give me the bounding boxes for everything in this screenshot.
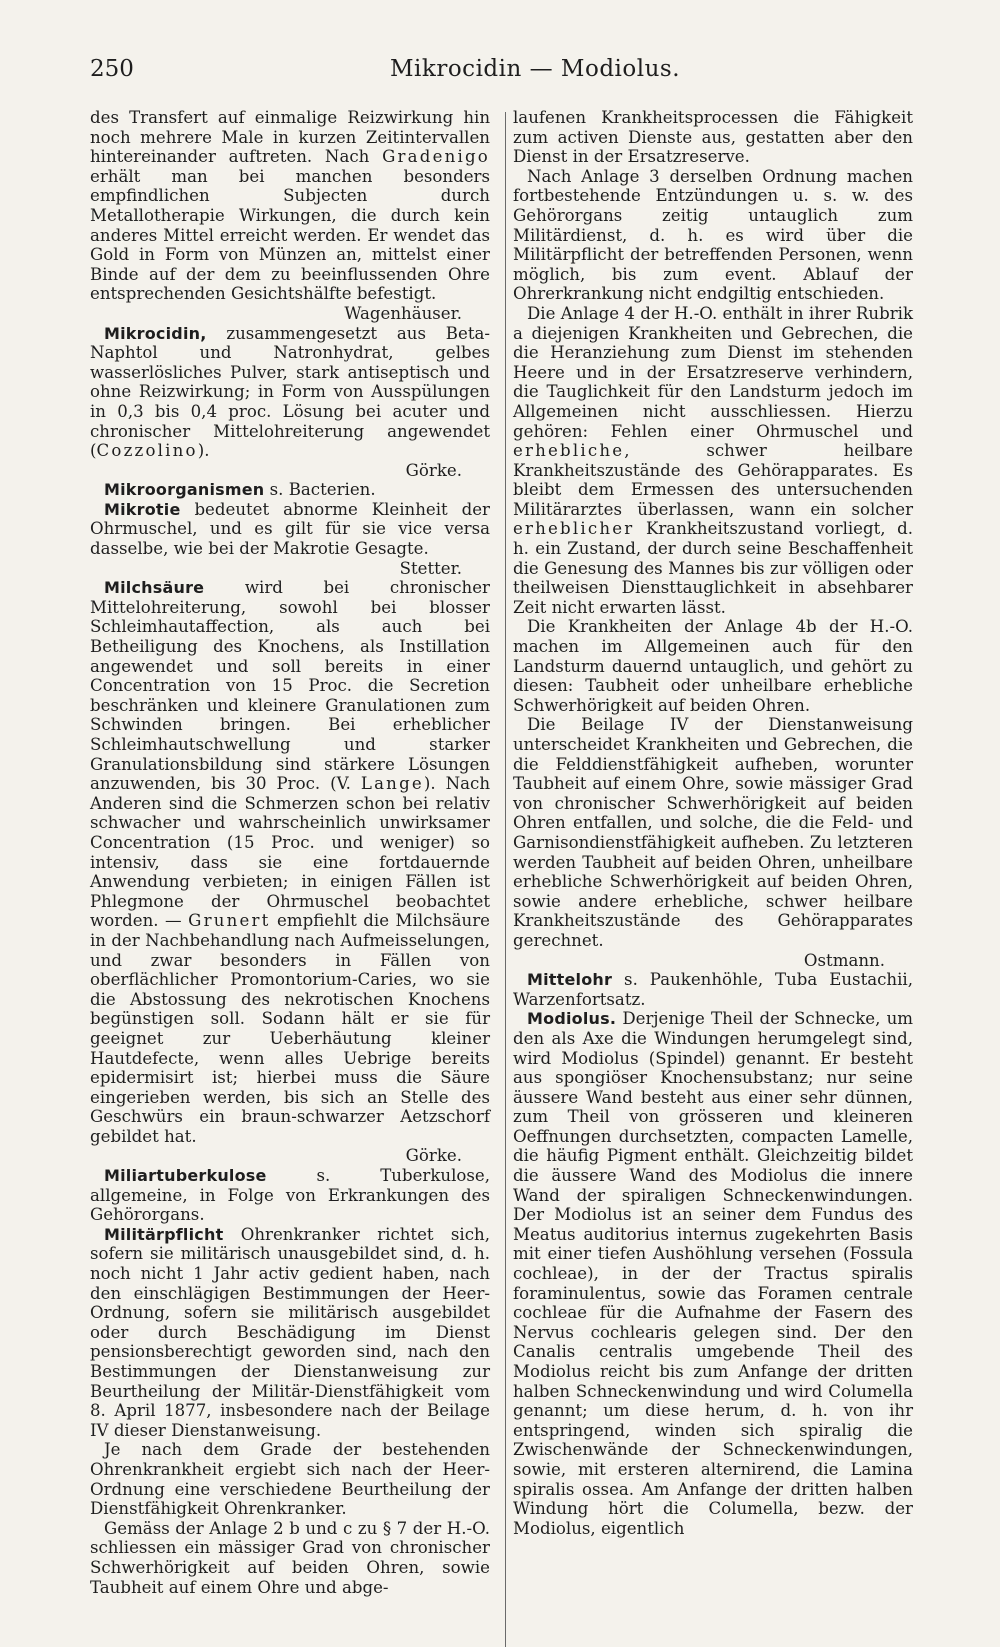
left-column: [90, 108, 490, 1597]
author-signature: Görke.: [405, 1146, 462, 1166]
paragraph: laufenen Krankheitsprocessen die Fähigkeit zum activen Dienste aus, gestatten aber den Dienst in der Ersatzreserve.: [513, 108, 913, 167]
right-column: [513, 108, 913, 1538]
text: bedeutet abnorme Kleinheit der Ohrmuschel, und es gilt für sie vice versa dasselbe, wie bei der Makrotie Gesagte.: [90, 499, 490, 559]
text: s. Tuberkulose, allgemeine, in Folge von Erkrankungen des Gehörorgans.: [90, 1166, 490, 1225]
author-signature: Stetter.: [399, 558, 462, 578]
text: ). Nach Anderen sind die Schmerzen schon bei relativ schwacher und wahrscheinlich unwirksamer Concentration (15 Proc. und weniger) so intensiv, dass sie eine fortdauernde Anwendung verbieten; in einigen Fällen ist Phlegmone der Ohrmuschel beobachtet worden. —: [90, 774, 491, 931]
lemma-heading: Mikrotie: [104, 499, 181, 519]
paragraph: Gemäss der Anlage 2 b und c zu § 7 der H.-O. schliessen ein mässiger Grad von chronischer Schwerhörigkeit auf beiden Ohren, sowie Taubheit auf einem Ohre und abge-: [90, 1518, 490, 1597]
page-number: 250: [90, 56, 134, 82]
emphasis-text: erhebliche: [513, 441, 625, 461]
author-name: Gradenigo: [382, 147, 490, 167]
paragraph: [513, 715, 913, 970]
entry-miliartuberkulose: [90, 1166, 490, 1225]
text: ).: [197, 441, 210, 461]
text: Die Anlage 4 der H.-O. enthält in ihrer Rubrik a diejenigen Krankheiten und Gebrechen, die die Heranziehung zum Dienst im stehenden Heere und in der Ersatzreserve verhindern, die Tauglichkeit für den Landsturm jedoch im Allgemeinen nicht ausschliessen. Hierzu gehören: Fehlen einer Ohrmuschel und: [513, 303, 913, 441]
paragraph: Je nach dem Grade der bestehenden Ohrenkrankheit ergiebt sich nach der Heer-Ordnung eine verschiedene Beurtheilung der Dienstfähigkeit Ohrenkranker.: [90, 1440, 490, 1519]
entry-mikrocidin: [90, 324, 490, 481]
entry-mikroorganismen: [90, 480, 490, 500]
text: Derjenige Theil der Schnecke, um den als Axe die Windungen herumgelegt sind, wird Modiolus (Spindel) genannt. Er besteht aus spongiöser Knochensubstanz; nur seine äussere Wand besteht aus einer sehr dünnen, zum Theil von grösseren und kleineren Oeffnungen durchsetzten, compacten Lamelle, die häufig Pigment enthält. Gleichzeitig bildet die äussere Wand des Modiolus die innere Wand der spiraligen Schneckenwindungen. Der Modiolus ist an seiner dem Fundus des Meatus auditorius internus zugekehrten Basis mit einer tiefen Aushöhlung versehen (Fossula cochleae), in der der Tractus spiralis foraminulentus, sowie das Foramen centrale cochleae für die Aufnahme der Fasern des Nervus cochlearis gelegen sind. Der den Canalis centralis umgebende Theil des Modiolus reicht bis zum Anfange der dritten halben Schneckenwindung und wird Columella genannt; um diese herum, d. h. von ihr entspringend, winden sich spiralig die Zwischenwände der Schneckenwindungen, sowie, mit ersteren alternirend, die Lamina spiralis ossea. Am Anfange der dritten halben Windung hört die Columella, bezw. der Modiolus, eigentlich: [513, 1009, 913, 1538]
text: wird bei chronischer Mittelohreiterung, sowohl bei blosser Schleimhautaffection, als auch bei Betheiligung des Knochens, als Instillation angewendet und soll bereits in einer Concentration von 15 Proc. die Secretion beschränken und kleinere Granulationen zum Schwinden bringen. Bei erheblicher Schleimhautschwellung und starker Granulationsbildung sind stärkere Lösungen anzuwenden, bis 30 Proc. (V.: [90, 578, 490, 794]
entry-mittelohr: [513, 970, 913, 1009]
lemma-heading: Modiolus.: [527, 1009, 617, 1029]
paragraph: Die Krankheiten der Anlage 4b der H.-O. machen im Allgemeinen auch für den Landsturm dauernd untauglich, und gehört zu diesen: Taubheit oder unheilbare erhebliche Schwerhörigkeit auf beiden Ohren.: [513, 617, 913, 715]
text: zusammengesetzt aus Beta-Naphtol und Natronhydrat, gelbes wasserlösliches Pulver, stark antiseptisch und ohne Reizwirkung; in Form von Ausspülungen in 0,3 bis 0,4 proc. Lösung bei acuter und chronischer Mittelohreiterung angewendet (: [90, 323, 490, 461]
page-header: [90, 56, 915, 96]
author-name: Grunert: [188, 911, 271, 931]
author-signature: Görke.: [405, 460, 462, 480]
lemma-heading: Mikrocidin,: [104, 323, 207, 343]
paragraph: [513, 304, 913, 618]
text: des Transfert auf einmalige Reizwirkung hin noch mehrere Male in kurzen Zeitintervallen hintereinander auftreten. Nach: [90, 108, 490, 167]
entry-mikrotie: [90, 500, 490, 578]
running-head: Mikrocidin — Modiolus.: [390, 56, 681, 82]
lemma-heading: Mikroorganismen: [104, 480, 265, 500]
author-name: Lange: [360, 774, 424, 794]
author-signature: Ostmann.: [803, 950, 885, 970]
entry-modiolus: [513, 1009, 913, 1538]
author-name: Cozzolino: [96, 441, 198, 461]
emphasis-text: erheblicher: [513, 519, 635, 539]
text: erhält man bei manchen besonders empfindlichen Subjecten durch Metallotherapie Wirkungen, die durch kein anderes Mittel erreicht werden. Er wendet das Gold in Form von Münzen an, mittelst einer Binde auf der dem zu beeinflussenden Ohre entsprechenden Gesichtshälfte befestigt.: [90, 166, 490, 304]
lemma-heading: Miliartuberkulose: [104, 1166, 267, 1186]
paragraph: Nach Anlage 3 derselben Ordnung machen fortbestehende Entzündungen u. s. w. des Gehörorgans zeitig untauglich zum Militärdienst, d. h. es wird über die Militärpflicht der betreffenden Personen, wenn möglich, bis zum event. Ablauf der Ohrerkrankung nicht endgiltig entschieden.: [513, 166, 913, 304]
text: Die Beilage IV der Dienstanweisung unterscheidet Krankheiten und Gebrechen, die die Felddienstfähigkeit aufheben, worunter Taubheit auf einem Ohre, sowie mässiger Grad von chronischer Schwerhörigkeit auf beiden Ohren entfallen, und solche, die die Feld- und Garnisondienstfähigkeit aufheben. Zu letzteren werden Taubheit auf beiden Ohren, unheilbare erhebliche Schwerhörigkeit auf beiden Ohren, sowie andere erhebliche, schwer heilbare Krankheitszustände des Gehörapparates gerechnet.: [513, 715, 913, 950]
lemma-heading: Militärpflicht: [104, 1224, 224, 1244]
lemma-heading: Mittelohr: [527, 970, 613, 990]
entry-continuation: [90, 108, 490, 324]
text: Krankheitszustand vorliegt, d. h. ein Zustand, der durch seine Beschaffenheit die Genesung des Mannes bis zur völligen oder theilweisen Diensttauglichkeit in absehbarer Zeit nicht erwarten lässt.: [513, 519, 913, 617]
entry-militaerpflicht: [90, 1225, 490, 1441]
text: s. Bacterien.: [264, 480, 376, 500]
text: empfiehlt die Milchsäure in der Nachbehandlung nach Aufmeisselungen, und zwar besonders in Fällen von oberflächlicher Promontorium-Caries, wo sie die Abstossung des nekrotischen Knochens begünstigen soll. Sodann hält er sie für geeignet zur Ueberhäutung kleiner Hautdefecte, wenn alles Uebrige bereits epidermisirt ist; hierbei muss die Säure eingerieben werden, bis sich an Stelle des Geschwürs ein braun-schwarzer Aetzschorf gebildet hat.: [90, 911, 490, 1146]
text: Ohrenkranker richtet sich, sofern sie militärisch unausgebildet sind, d. h. noch nicht 1 Jahr activ gedient haben, nach den einschlägigen Bestimmungen der Heer-Ordnung, sofern sie militärisch ausgebildet oder durch Beschädigung im Dienst pensionsberechtigt geworden sind, nach den Bestimmungen der Dienstanweisung zur Beurtheilung der Militär-Dienstfähigkeit vom 8. April 1877, insbesondere nach der Beilage IV dieser Dienstanweisung.: [90, 1224, 490, 1440]
text: , schwer heilbare Krankheitszustände des Gehörapparates. Es bleibt dem Ermessen des untersuchenden Militärarztes überlassen, wann ein solcher: [513, 441, 913, 519]
text: s. Paukenhöhle, Tuba Eustachii, Warzenfortsatz.: [513, 970, 913, 1009]
lemma-heading: Milchsäure: [104, 578, 205, 598]
column-divider: [505, 112, 506, 1647]
entry-milchsaeure: [90, 578, 490, 1166]
author-signature: Wagenhäuser.: [344, 303, 462, 323]
